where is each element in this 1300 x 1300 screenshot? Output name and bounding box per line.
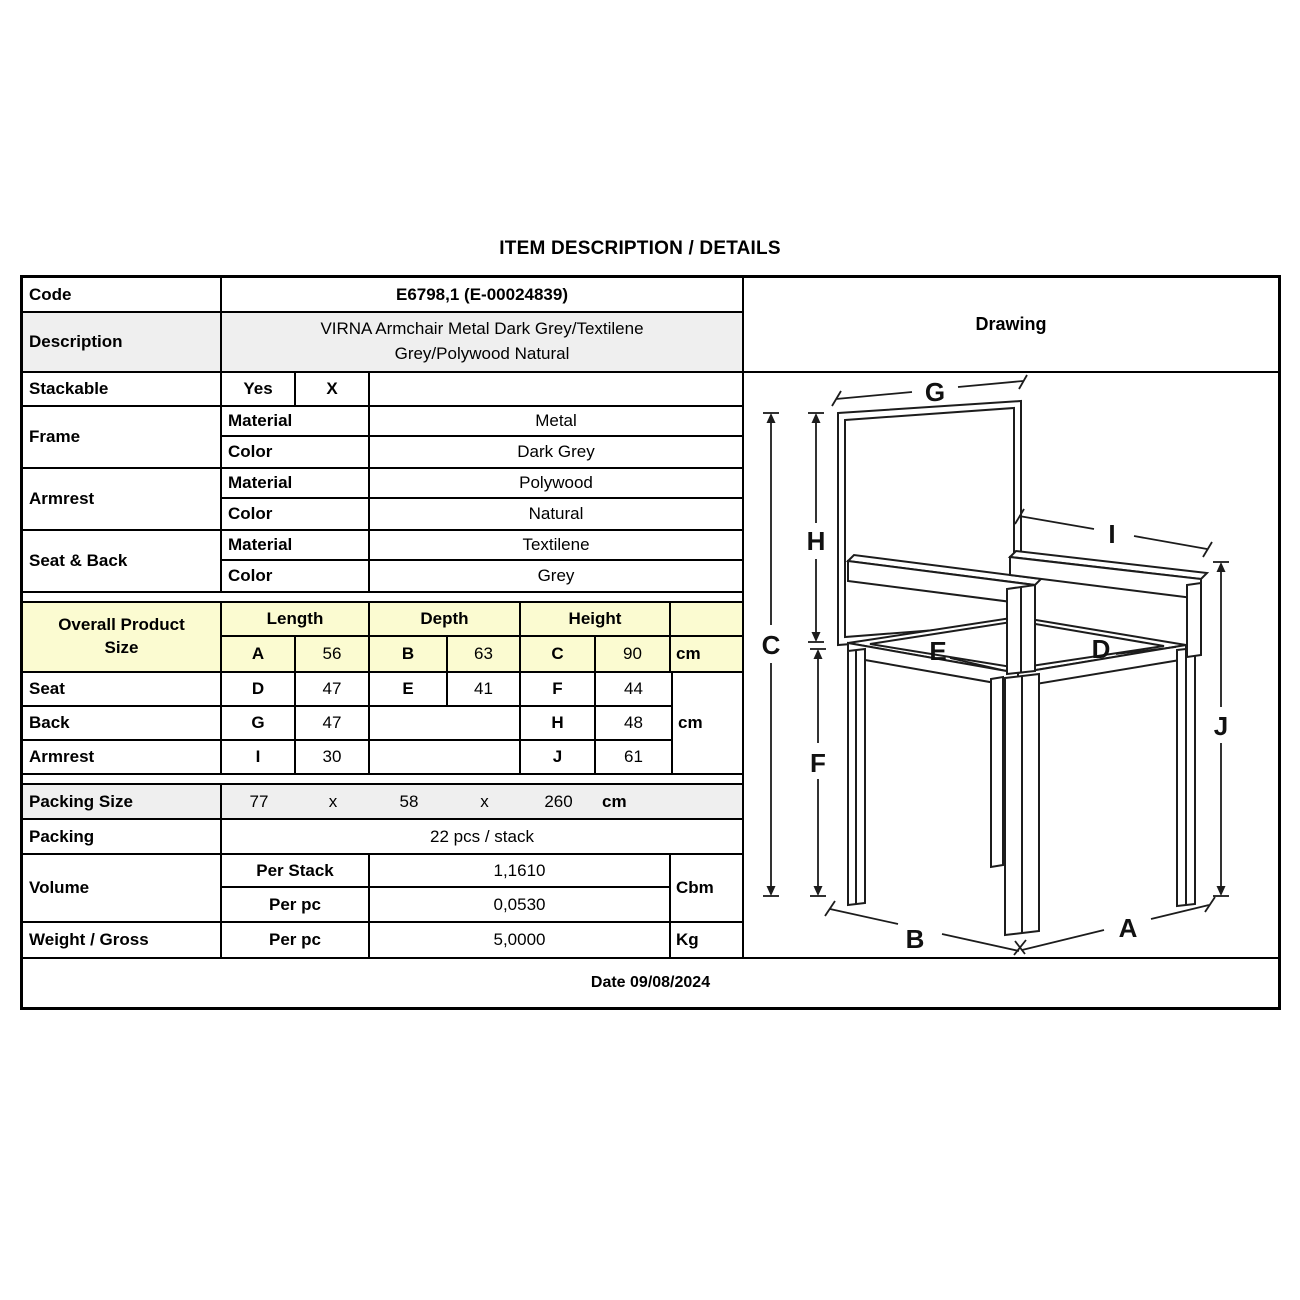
armrest-label: Armrest [23, 469, 222, 529]
code-value: E6798,1 (E-00024839) [395, 284, 569, 304]
dim-label-d: D [1091, 634, 1111, 664]
packing-size-sep2: x [480, 791, 489, 811]
packing-value: 22 pcs / stack [430, 826, 534, 846]
armrest-merged-empty [370, 741, 521, 773]
packing-size-value [222, 785, 742, 818]
seat-back-material-label: Material [222, 531, 370, 559]
seat-back-color-value: Grey [537, 566, 575, 585]
description-line2: Grey/Polywood Natural [394, 344, 570, 363]
row-code [23, 278, 742, 313]
row-date [23, 959, 1278, 1007]
armrest-j-key: J [521, 741, 596, 773]
chair-right-armrest-post [1187, 583, 1201, 657]
chair-drawing-svg [744, 373, 1278, 957]
size-overall-c-value: 90 [596, 637, 671, 671]
code-label: Code [23, 278, 222, 311]
overall-size-label-line1: Overall Product [58, 615, 185, 635]
weight-unit: Kg [676, 930, 699, 949]
row-stackable [23, 373, 742, 407]
packing-size-label: Packing Size [23, 785, 222, 818]
size-overall-a-value: 56 [296, 637, 370, 671]
spec-table [20, 275, 1281, 1010]
armrest-material-value: Polywood [519, 473, 593, 492]
back-merged-empty [370, 707, 521, 739]
chair-drawing [744, 373, 1278, 957]
back-g-key: G [222, 707, 296, 739]
dim-label-i: I [1108, 519, 1116, 549]
packing-size-width: 77 [249, 791, 269, 811]
size-armrest-label: Armrest [23, 741, 222, 773]
drawing-header: Drawing [744, 278, 1278, 373]
size-overall-unit: cm [676, 644, 701, 663]
seat-e-value: 41 [448, 673, 521, 705]
packing-size-sep1: x [328, 791, 338, 811]
row-packing [23, 820, 742, 855]
size-seat-label: Seat [23, 673, 222, 705]
page-title: ITEM DESCRIPTION / DETAILS [499, 238, 781, 259]
back-h-key: H [521, 707, 596, 739]
seat-f-key: F [521, 673, 596, 705]
seat-f-value: 44 [624, 679, 643, 698]
overall-size-label-line2: Size [104, 638, 139, 657]
armrest-i-value: 30 [296, 741, 370, 773]
description-line1: VIRNA Armchair Metal Dark Grey/Textilene [320, 319, 644, 339]
row-volume [23, 855, 742, 923]
size-overall-b-key: B [370, 637, 448, 671]
size-col-depth: Depth [370, 603, 521, 635]
description-label: Description [23, 313, 222, 371]
frame-label: Frame [23, 407, 222, 467]
row-seat-back [23, 531, 742, 593]
size-overall-b-value: 63 [448, 637, 521, 671]
packing-size-depth: 58 [399, 791, 419, 811]
spec-table-left-section [23, 278, 744, 959]
frame-material-label: Material [222, 407, 370, 435]
volume-per-stack-value: 1,1610 [493, 860, 546, 880]
weight-per-pc-label: Per pc [222, 923, 370, 957]
stackable-mark: X [296, 373, 370, 405]
frame-color-value: Dark Grey [517, 442, 595, 461]
dim-label-h: H [806, 526, 826, 556]
row-frame [23, 407, 742, 469]
size-col-length: Length [222, 603, 370, 635]
description-value [222, 313, 742, 371]
dim-label-g: G [924, 377, 946, 407]
chair-back-inner [845, 408, 1014, 637]
seat-back-label: Seat & Back [23, 531, 222, 591]
overall-size-label [23, 603, 222, 671]
packing-size-unit: cm [602, 791, 627, 811]
weight-value: 5,0000 [370, 923, 671, 957]
volume-unit: Cbm [676, 878, 714, 897]
volume-label: Volume [23, 855, 222, 921]
chair-outline [838, 401, 1207, 935]
volume-per-pc-value: 0,0530 [493, 894, 546, 914]
armrest-color-value: Natural [528, 504, 584, 523]
armrest-i-key: I [222, 741, 296, 773]
packing-label: Packing [23, 820, 222, 853]
drawing-panel [744, 278, 1278, 959]
armrest-color-label: Color [222, 499, 370, 529]
seat-d-value: 47 [296, 673, 370, 705]
back-g-value: 47 [296, 707, 370, 739]
chair-rear-leg [991, 677, 1003, 867]
seat-e-key: E [370, 673, 448, 705]
row-weight [23, 923, 742, 959]
stackable-option: Yes [222, 373, 296, 405]
armrest-material-label: Material [222, 469, 370, 497]
dim-label-j: J [1213, 711, 1229, 741]
dim-label-f: F [810, 748, 826, 778]
row-packing-size [23, 785, 742, 820]
packing-size-height: 260 [544, 791, 573, 811]
size-overall-c-key: C [521, 637, 596, 671]
separator-row [23, 775, 742, 785]
dim-label-b: B [905, 924, 925, 954]
seat-d-key: D [222, 673, 296, 705]
row-size-details [23, 673, 742, 775]
frame-material-value: Metal [535, 411, 577, 430]
frame-color-label: Color [222, 437, 370, 467]
size-back-label: Back [23, 707, 222, 739]
volume-per-pc-label: Per pc [222, 888, 370, 921]
row-description [23, 313, 742, 373]
dim-label-e: E [929, 636, 947, 666]
size-overall-a-key: A [222, 637, 296, 671]
armrest-j-value: 61 [624, 747, 643, 766]
row-size-header [23, 603, 742, 673]
weight-label: Weight / Gross [23, 923, 222, 957]
size-details-unit: cm [671, 673, 742, 773]
size-col-height: Height [521, 603, 671, 635]
dim-label-c: C [761, 630, 781, 660]
back-h-value: 48 [624, 713, 643, 732]
seat-back-color-label: Color [222, 561, 370, 591]
volume-per-stack-label: Per Stack [222, 855, 370, 886]
row-armrest-material [23, 469, 742, 531]
seat-back-material-value: Textilene [522, 535, 590, 554]
stackable-label: Stackable [23, 373, 222, 405]
stackable-empty [370, 373, 742, 405]
date-value: Date 09/08/2024 [590, 974, 711, 991]
dim-label-a: A [1118, 913, 1138, 943]
size-header-unit-empty [671, 603, 742, 635]
separator-row [23, 593, 742, 603]
